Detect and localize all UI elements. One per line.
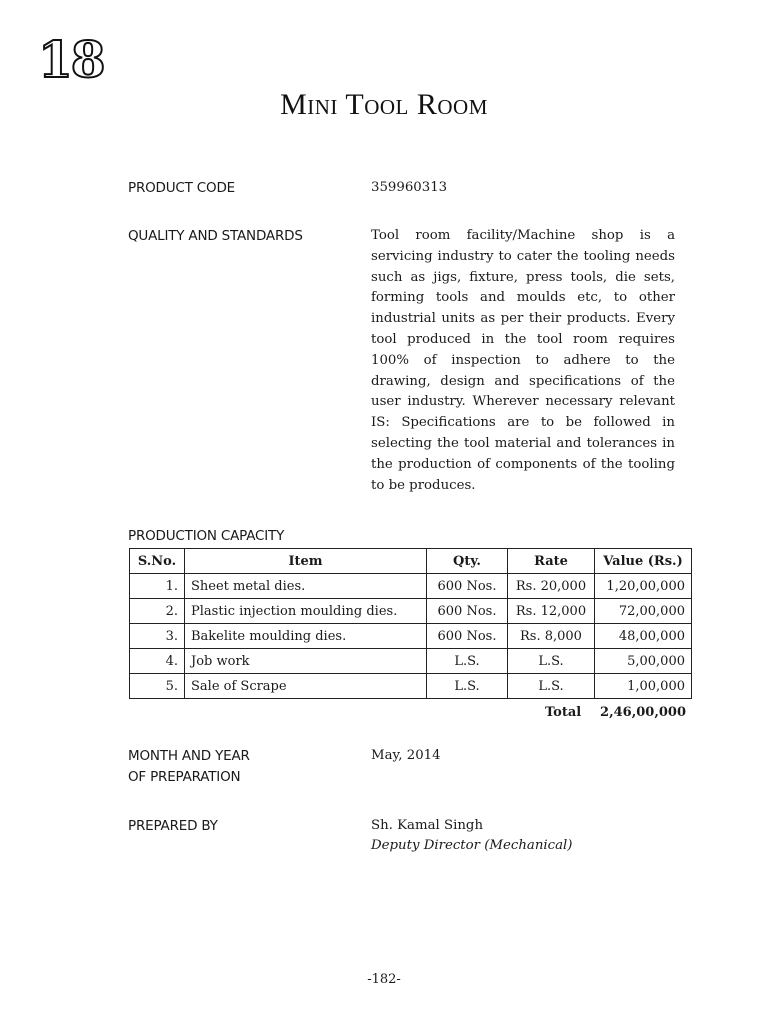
row-qty: 600 Nos. xyxy=(427,599,508,624)
month-year-value: May, 2014 xyxy=(371,748,441,763)
header-item: Item xyxy=(185,549,427,574)
chapter-number: 18 xyxy=(38,30,104,89)
prepared-by-label: PREPARED BY xyxy=(128,818,218,834)
row-sno: 5. xyxy=(130,674,185,699)
header-rate: Rate xyxy=(508,549,595,574)
row-rate: L.S. xyxy=(508,649,595,674)
row-rate: Rs. 20,000 xyxy=(508,574,595,599)
production-capacity-label: PRODUCTION CAPACITY xyxy=(128,528,285,544)
row-item: Job work xyxy=(185,649,427,674)
total-value: 2,46,00,000 xyxy=(600,705,686,720)
row-rate: Rs. 8,000 xyxy=(508,624,595,649)
row-sno: 2. xyxy=(130,599,185,624)
row-rate: L.S. xyxy=(508,674,595,699)
row-qty: L.S. xyxy=(427,674,508,699)
row-value: 5,00,000 xyxy=(595,649,692,674)
row-sno: 3. xyxy=(130,624,185,649)
row-qty: 600 Nos. xyxy=(427,624,508,649)
row-qty: L.S. xyxy=(427,649,508,674)
prepared-by-name: Sh. Kamal Singh xyxy=(371,818,484,833)
quality-standards-text: Tool room facility/Machine shop is a servicing industry to cater the tooling needs such as jigs, fixture, press tools, die sets, forming tools and moulds etc, to other industrial units as per their products. Every tool produced in the tool room requires 100% of inspection to adhere to the drawing, design and specifications of the user industry. Wherever necessary relevant IS: Specifications are to be followed in selecting the tool material and tolerances in the production of components of the tooling to be produces. xyxy=(371,228,675,493)
header-sno: S.No. xyxy=(130,549,185,574)
header-value: Value (Rs.) xyxy=(595,549,692,574)
row-sno: 4. xyxy=(130,649,185,674)
production-capacity-table xyxy=(129,548,692,699)
row-item: Plastic injection moulding dies. xyxy=(185,599,427,624)
row-value: 48,00,000 xyxy=(595,624,692,649)
table-header-row xyxy=(130,549,692,574)
table-row xyxy=(130,574,692,599)
row-item: Bakelite moulding dies. xyxy=(185,624,427,649)
page-number: -182- xyxy=(367,972,401,987)
row-item: Sale of Scrape xyxy=(185,674,427,699)
table-row xyxy=(130,674,692,699)
row-value: 72,00,000 xyxy=(595,599,692,624)
product-code-value: 359960313 xyxy=(371,180,448,195)
row-rate: Rs. 12,000 xyxy=(508,599,595,624)
row-value: 1,20,00,000 xyxy=(595,574,692,599)
row-value: 1,00,000 xyxy=(595,674,692,699)
table-row xyxy=(130,624,692,649)
prepared-by-designation: Deputy Director (Mechanical) xyxy=(371,838,573,853)
table-row xyxy=(130,649,692,674)
total-label: Total xyxy=(545,705,582,720)
month-year-label: MONTH AND YEAR xyxy=(128,748,250,764)
page-title: Mini Tool Room xyxy=(280,88,488,121)
table-row xyxy=(130,599,692,624)
row-sno: 1. xyxy=(130,574,185,599)
quality-standards-label: QUALITY AND STANDARDS xyxy=(128,228,303,244)
row-qty: 600 Nos. xyxy=(427,574,508,599)
preparation-label: OF PREPARATION xyxy=(128,769,241,785)
product-code-label: PRODUCT CODE xyxy=(128,180,235,196)
row-item: Sheet metal dies. xyxy=(185,574,427,599)
header-qty: Qty. xyxy=(427,549,508,574)
